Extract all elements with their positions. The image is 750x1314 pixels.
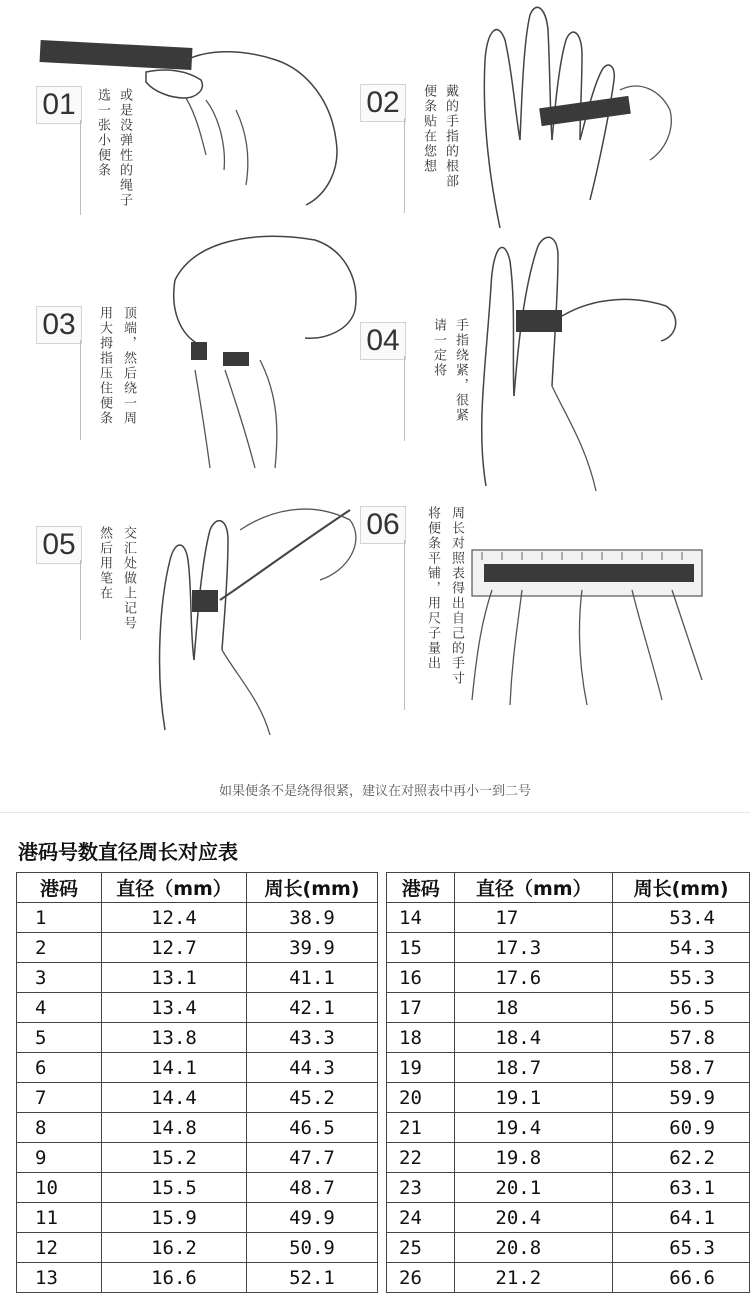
table-row	[387, 1203, 750, 1233]
diameter-cell: 16.2	[102, 1233, 247, 1263]
size-cell: 14	[387, 903, 455, 933]
step-01-text-col-2: 或是没弹性的绳子	[117, 88, 132, 208]
table-row	[17, 903, 378, 933]
tightness-note: 如果便条不是绕得很紧，建议在对照表中再小一到二号	[218, 784, 531, 799]
step-05-text-col-1: 然后用笔在	[97, 526, 112, 601]
size-table-left	[16, 872, 378, 1293]
header-diameter: 直径（mm）	[455, 873, 613, 903]
diameter-cell: 18.7	[455, 1053, 613, 1083]
table-row	[387, 1143, 750, 1173]
circumference-cell: 46.5	[247, 1113, 378, 1143]
step-divider	[404, 118, 405, 213]
diameter-cell: 17.6	[455, 963, 613, 993]
size-cell: 6	[17, 1053, 102, 1083]
table-row	[387, 1023, 750, 1053]
table-row	[17, 1083, 378, 1113]
table-row	[387, 1113, 750, 1143]
size-cell: 11	[17, 1203, 102, 1233]
step-03-hand-illustration	[165, 220, 365, 470]
table-row	[387, 993, 750, 1023]
circumference-cell: 39.9	[247, 933, 378, 963]
step-06-text-col-2: 周长对照表得出自己的手寸	[449, 506, 464, 686]
step-03-text-col-1: 用大拇指压住便条	[97, 306, 112, 426]
step-number-02: 02	[360, 84, 406, 122]
diameter-cell: 18	[455, 993, 613, 1023]
size-cell: 19	[387, 1053, 455, 1083]
diameter-cell: 19.8	[455, 1143, 613, 1173]
circumference-cell: 60.9	[613, 1113, 750, 1143]
table-row	[17, 963, 378, 993]
table-row	[387, 963, 750, 993]
step-04-hand-illustration	[466, 226, 686, 496]
diameter-cell: 12.7	[102, 933, 247, 963]
diameter-cell: 15.9	[102, 1203, 247, 1233]
diameter-cell: 20.8	[455, 1233, 613, 1263]
circumference-cell: 54.3	[613, 933, 750, 963]
circumference-cell: 47.7	[247, 1143, 378, 1173]
section-divider	[0, 812, 750, 813]
diameter-cell: 17	[455, 903, 613, 933]
step-divider	[404, 356, 405, 441]
table-row	[17, 993, 378, 1023]
table-row	[17, 1113, 378, 1143]
size-cell: 9	[17, 1143, 102, 1173]
circumference-cell: 38.9	[247, 903, 378, 933]
table-row	[17, 1053, 378, 1083]
step-number-05: 05	[36, 526, 82, 564]
table-row	[387, 1053, 750, 1083]
size-table-right	[386, 872, 750, 1293]
size-cell: 5	[17, 1023, 102, 1053]
diameter-cell: 14.1	[102, 1053, 247, 1083]
table-row	[17, 1263, 378, 1293]
table-row	[387, 1083, 750, 1113]
table-row	[387, 1263, 750, 1293]
circumference-cell: 48.7	[247, 1173, 378, 1203]
size-cell: 4	[17, 993, 102, 1023]
size-cell: 12	[17, 1233, 102, 1263]
diameter-cell: 18.4	[455, 1023, 613, 1053]
step-number-04: 04	[360, 322, 406, 360]
circumference-cell: 65.3	[613, 1233, 750, 1263]
diameter-cell: 15.2	[102, 1143, 247, 1173]
step-02-text-col-2: 戴的手指的根部	[443, 84, 458, 189]
circumference-cell: 42.1	[247, 993, 378, 1023]
diameter-cell: 19.1	[455, 1083, 613, 1113]
circumference-cell: 45.2	[247, 1083, 378, 1113]
circumference-cell: 58.7	[613, 1053, 750, 1083]
diameter-cell: 13.1	[102, 963, 247, 993]
circumference-cell: 41.1	[247, 963, 378, 993]
diameter-cell: 15.5	[102, 1173, 247, 1203]
size-cell: 1	[17, 903, 102, 933]
size-cell: 26	[387, 1263, 455, 1293]
step-02-hand-illustration	[470, 0, 700, 230]
step-06-text-col-1: 将便条平铺，用尺子量出	[425, 506, 440, 671]
diameter-cell: 17.3	[455, 933, 613, 963]
circumference-cell: 62.2	[613, 1143, 750, 1173]
circumference-cell: 44.3	[247, 1053, 378, 1083]
size-cell: 25	[387, 1233, 455, 1263]
size-cell: 10	[17, 1173, 102, 1203]
circumference-cell: 49.9	[247, 1203, 378, 1233]
table-header-row	[387, 873, 750, 903]
size-cell: 21	[387, 1113, 455, 1143]
table-row	[387, 903, 750, 933]
size-cell: 15	[387, 933, 455, 963]
step-04-text-col-2: 手指绕紧，很紧	[453, 318, 468, 423]
size-cell: 20	[387, 1083, 455, 1113]
diameter-cell: 13.4	[102, 993, 247, 1023]
step-01-text-col-1: 选一张小便条	[95, 88, 110, 178]
size-cell: 7	[17, 1083, 102, 1113]
table-row	[17, 1233, 378, 1263]
size-cell: 24	[387, 1203, 455, 1233]
diameter-cell: 14.4	[102, 1083, 247, 1113]
circumference-cell: 64.1	[613, 1203, 750, 1233]
size-cell: 22	[387, 1143, 455, 1173]
diameter-cell: 14.8	[102, 1113, 247, 1143]
table-row	[17, 1143, 378, 1173]
table-row	[17, 1023, 378, 1053]
table-row	[17, 933, 378, 963]
diameter-cell: 16.6	[102, 1263, 247, 1293]
table-row	[387, 1173, 750, 1203]
step-02-text-col-1: 便条贴在您想	[421, 84, 436, 174]
step-divider	[404, 540, 405, 710]
size-cell: 8	[17, 1113, 102, 1143]
circumference-cell: 43.3	[247, 1023, 378, 1053]
step-03-text-col-2: 顶端，然后绕一周	[121, 306, 136, 426]
diameter-cell: 12.4	[102, 903, 247, 933]
diameter-cell: 19.4	[455, 1113, 613, 1143]
size-cell: 16	[387, 963, 455, 993]
step-number-01: 01	[36, 86, 82, 124]
step-05-hand-illustration	[150, 490, 370, 740]
circumference-cell: 56.5	[613, 993, 750, 1023]
header-circumference: 周长(mm)	[613, 873, 750, 903]
header-circumference: 周长(mm)	[247, 873, 378, 903]
table-row	[17, 1203, 378, 1233]
size-cell: 3	[17, 963, 102, 993]
table-row	[17, 1173, 378, 1203]
step-divider	[80, 340, 81, 440]
step-05-text-col-2: 交汇处做上记号	[121, 526, 136, 631]
diameter-cell: 20.4	[455, 1203, 613, 1233]
header-diameter: 直径（mm）	[102, 873, 247, 903]
size-cell: 18	[387, 1023, 455, 1053]
table-header-row	[17, 873, 378, 903]
step-06-ruler-illustration	[462, 540, 712, 710]
step-number-03: 03	[36, 306, 82, 344]
diameter-cell: 21.2	[455, 1263, 613, 1293]
circumference-cell: 59.9	[613, 1083, 750, 1113]
diameter-cell: 20.1	[455, 1173, 613, 1203]
size-cell: 17	[387, 993, 455, 1023]
table-row	[387, 1233, 750, 1263]
circumference-cell: 57.8	[613, 1023, 750, 1053]
step-number-06: 06	[360, 506, 406, 544]
header-size: 港码	[387, 873, 455, 903]
diameter-cell: 13.8	[102, 1023, 247, 1053]
step-divider	[80, 560, 81, 640]
circumference-cell: 55.3	[613, 963, 750, 993]
step-01-hand-illustration	[36, 20, 356, 220]
header-size: 港码	[17, 873, 102, 903]
circumference-cell: 52.1	[247, 1263, 378, 1293]
circumference-cell: 50.9	[247, 1233, 378, 1263]
size-cell: 13	[17, 1263, 102, 1293]
step-04-text-col-1: 请一定将	[431, 318, 446, 378]
circumference-cell: 53.4	[613, 903, 750, 933]
size-cell: 2	[17, 933, 102, 963]
size-cell: 23	[387, 1173, 455, 1203]
circumference-cell: 63.1	[613, 1173, 750, 1203]
size-table-title: 港码号数直径周长对应表	[18, 840, 238, 864]
circumference-cell: 66.6	[613, 1263, 750, 1293]
table-row	[387, 933, 750, 963]
